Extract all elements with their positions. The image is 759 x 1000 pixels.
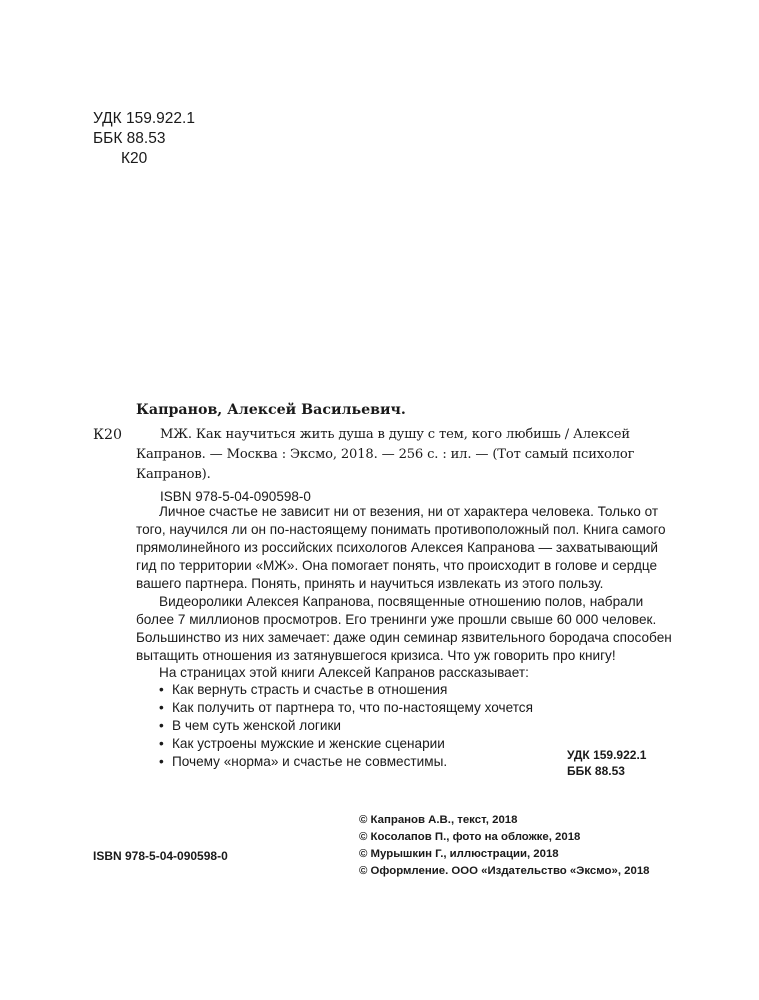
list-item: [159, 718, 341, 733]
bullet-icon: •: [159, 736, 164, 751]
list-item: [159, 700, 533, 715]
bullet-icon: •: [159, 682, 164, 697]
udk-code-bottom: УДК 159.922.1: [567, 748, 647, 762]
description-line: Капранов).: [136, 467, 211, 482]
bullet-icon: •: [159, 700, 164, 715]
bbk-code-top: ББК 88.53: [93, 130, 166, 147]
author-heading: Капранов, Алексей Васильевич.: [136, 402, 406, 418]
isbn-record: ISBN 978-5-04-090598-0: [160, 489, 311, 504]
copyright-line: © Оформление. ООО «Издательство «Эксмо», 2018: [359, 865, 650, 877]
annotation-line: Личное счастье не зависит ни от везения, ни от характера человека. Только от: [159, 504, 659, 519]
copyright-line: © Мурышкин Г., иллюстрации, 2018: [359, 848, 559, 860]
annotation-line: того, научился ли он по-настоящему понимать противоположный пол. Книга самого: [136, 522, 666, 537]
list-item: [159, 682, 447, 697]
copyright-line: © Капранов А.В., текст, 2018: [359, 814, 518, 826]
list-item: [159, 736, 445, 751]
list-item-text: Как устроены мужские и женские сценарии: [172, 736, 445, 751]
author-mark-top: К20: [121, 150, 148, 167]
list-item-text: В чем суть женской логики: [172, 718, 342, 733]
annotation-line: гид по территории «МЖ». Она помогает понять, что происходит в голове и сердце: [136, 558, 658, 573]
annotation-line: вашего партнера. Понять, принять и научиться извлекать из этого пользу.: [136, 576, 604, 591]
copyright-line: © Косолапов П., фото на обложке, 2018: [359, 831, 581, 843]
list-item: [159, 754, 447, 769]
description-line: Капранов. — Москва : Эксмо, 2018. — 256 с. : ил. — (Тот самый психолог: [136, 447, 635, 462]
annotation-line: более 7 миллионов просмотров. Его тренинги уже прошли свыше 60 000 человек.: [136, 612, 657, 627]
list-item-text: Как получить от партнера то, что по-настоящему хочется: [172, 700, 533, 715]
list-item-text: Как вернуть страсть и счастье в отношения: [172, 682, 448, 697]
bullet-icon: •: [159, 718, 164, 733]
list-item-text: Почему «норма» и счастье не совместимы.: [172, 754, 448, 769]
annotation-line: вытащить отношения из затянувшегося кризиса. Что уж говорить про книгу!: [136, 648, 616, 663]
annotation-line: прямолинейного из российских психологов Алексея Капранова — захватывающий: [136, 540, 658, 555]
annotation-line: На страницах этой книги Алексей Капранов рассказывает:: [159, 665, 529, 680]
bullet-icon: •: [159, 754, 164, 769]
description-line: МЖ. Как научиться жить душа в душу с тем, кого любишь / Алексей: [160, 427, 630, 442]
udk-code-top: УДК 159.922.1: [93, 110, 195, 127]
annotation-line: Большинство из них замечает: даже один семинар язвительного бородача способен: [136, 630, 672, 645]
isbn-bottom: ISBN 978-5-04-090598-0: [93, 849, 228, 863]
author-mark-record: К20: [93, 427, 123, 443]
annotation-line: Видеоролики Алексея Капранова, посвященные отношению полов, набрали: [159, 594, 644, 609]
bbk-code-bottom: ББК 88.53: [567, 764, 625, 778]
